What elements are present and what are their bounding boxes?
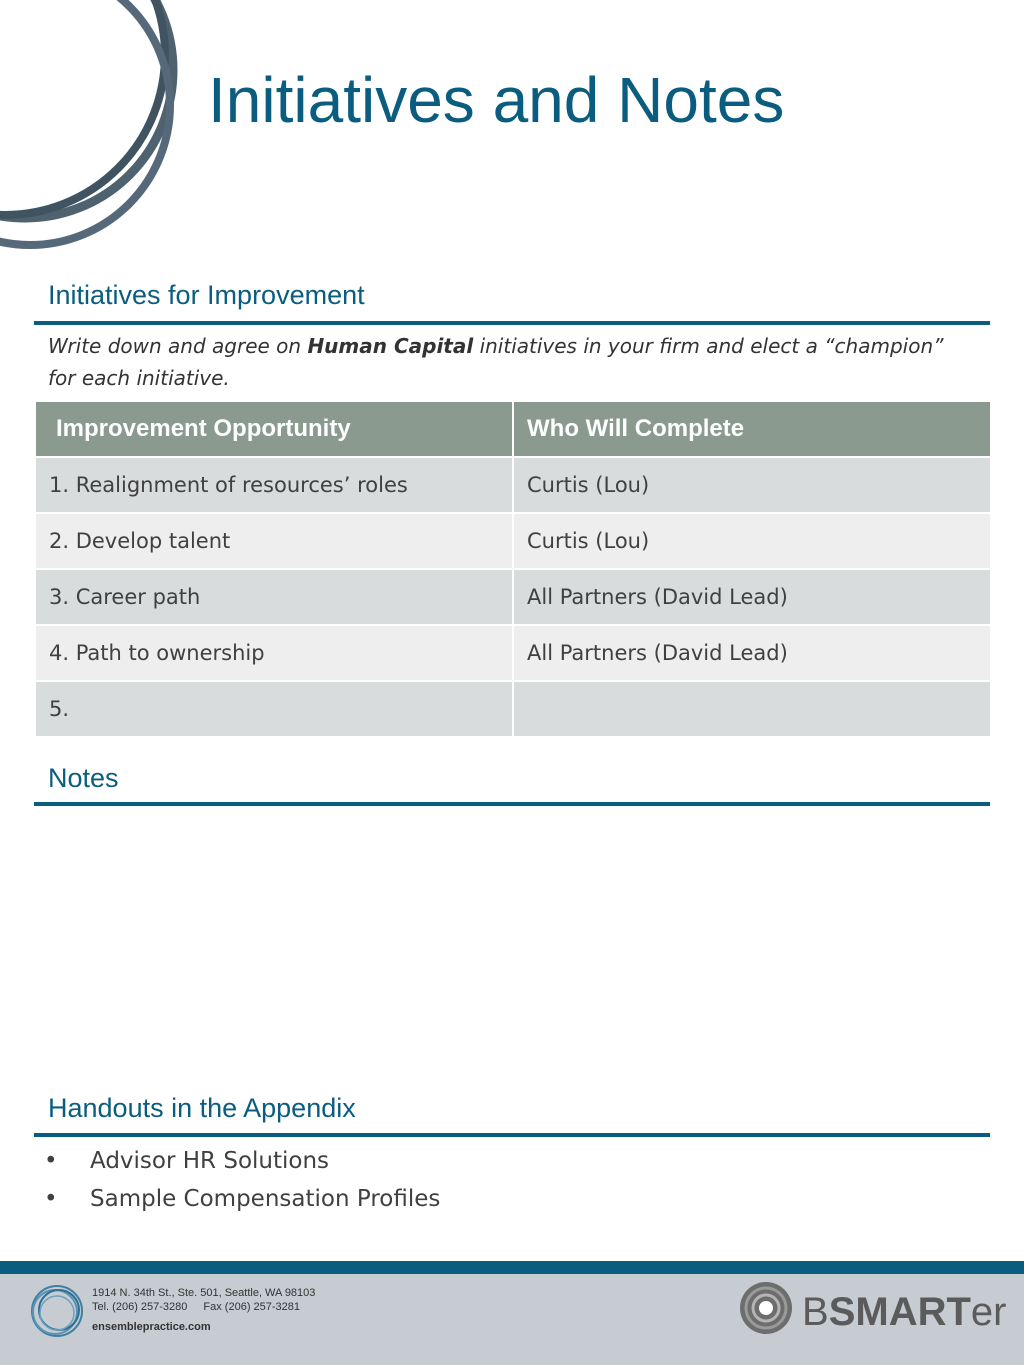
list-item-label: Sample Compensation Profiles: [90, 1186, 441, 1212]
website-link[interactable]: ensemblepractice.com: [92, 1321, 211, 1333]
table-row: [35, 513, 991, 569]
owner-cell: [513, 681, 991, 737]
brand-name: BSMARTer: [802, 1290, 1007, 1334]
address-text: 1914 N. 34th St., Ste. 501, Seattle, WA 98103: [92, 1287, 316, 1299]
bsmarter-logo-icon: [738, 1280, 794, 1336]
footer-ring-logo-icon: [28, 1282, 86, 1340]
list-item-label: Advisor HR Solutions: [90, 1148, 330, 1174]
ring-logo-icon: [0, 0, 200, 260]
opportunity-cell: 5.: [35, 681, 513, 737]
handouts-list: [44, 1145, 440, 1221]
list-item: [44, 1183, 440, 1221]
fax-text: Fax (206) 257-3281: [203, 1301, 301, 1313]
notes-divider: [34, 802, 990, 806]
owner-cell: All Partners (David Lead): [513, 569, 991, 625]
handouts-divider: [34, 1133, 990, 1137]
opportunity-cell: 2. Develop talent: [35, 513, 513, 569]
table-row: [35, 681, 991, 737]
notes-heading: Notes: [48, 763, 119, 793]
column-header-opportunity: Improvement Opportunity: [35, 401, 513, 457]
table-header-row: [35, 401, 991, 457]
list-item: [44, 1145, 440, 1183]
instructions-text: Write down and agree on Human Capital initiatives in your firm and elect a “champion” for each initiative.: [48, 334, 944, 390]
opportunity-cell: 3. Career path: [35, 569, 513, 625]
contact-info: [92, 1286, 315, 1334]
table-row: [35, 625, 991, 681]
bullet-icon: •: [44, 1186, 58, 1212]
column-header-owner: Who Will Complete: [513, 401, 991, 457]
table-row: [35, 457, 991, 513]
opportunity-cell: 1. Realignment of resources’ roles: [35, 457, 513, 513]
owner-cell: Curtis (Lou): [513, 513, 991, 569]
initiatives-table: [34, 400, 992, 738]
bullet-icon: •: [44, 1148, 58, 1174]
handouts-heading: Handouts in the Appendix: [48, 1093, 356, 1123]
opportunity-cell: 4. Path to ownership: [35, 625, 513, 681]
initiatives-heading: Initiatives for Improvement: [48, 280, 365, 310]
phone-text: Tel. (206) 257-3280: [92, 1301, 188, 1313]
owner-cell: Curtis (Lou): [513, 457, 991, 513]
page-title: Initiatives and Notes: [208, 64, 785, 136]
footer: [0, 1274, 1024, 1365]
footer-stripe: [0, 1261, 1024, 1274]
phone-line: [92, 1300, 315, 1314]
table-row: [35, 569, 991, 625]
owner-cell: All Partners (David Lead): [513, 625, 991, 681]
initiatives-divider: [34, 321, 990, 325]
